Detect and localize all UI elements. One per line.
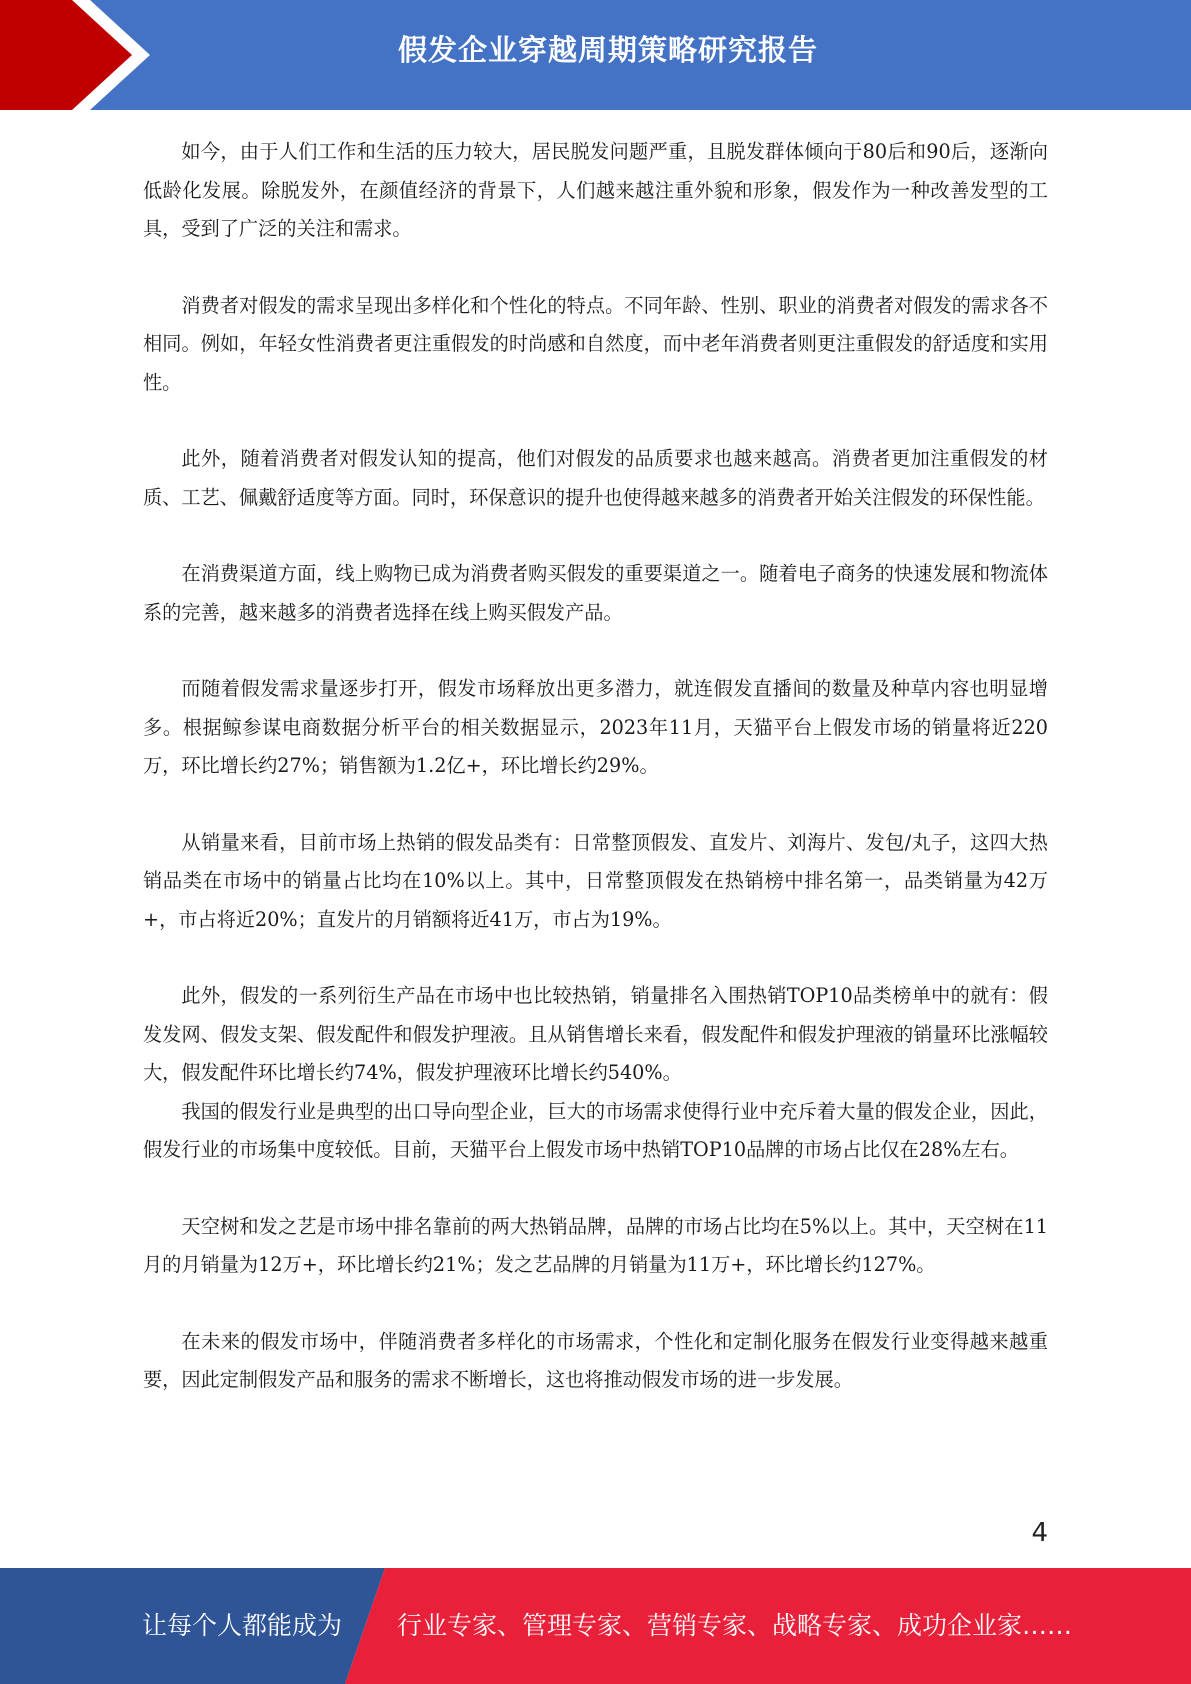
paragraph: 我国的假发行业是典型的出口导向型企业，巨大的市场需求使得行业中充斥着大量的假发企业，因此，假发行业的市场集中度较低。目前，天猫平台上假发市场中热销TOP10品牌的市场占比仅在28%左右。 [143, 1099, 1048, 1161]
article-body [143, 133, 1048, 1400]
paragraph: 在未来的假发市场中，伴随消费者多样化的市场需求，个性化和定制化服务在假发行业变得越来越重要，因此定制假发产品和服务的需求不断增长，这也将推动假发市场的进一步发展。 [143, 1329, 1048, 1391]
paragraph: 天空树和发之艺是市场中排名靠前的两大热销品牌，品牌的市场占比均在5%以上。其中，天空树在11月的月销量为12万+，环比增长约21%；发之艺品牌的月销量为11万+，环比增长约127%。 [143, 1214, 1048, 1276]
paragraph: 在消费渠道方面，线上购物已成为消费者购买假发的重要渠道之一。随着电子商务的快速发展和物流体系的完善，越来越多的消费者选择在线上购买假发产品。 [143, 562, 1048, 624]
paragraph: 此外，随着消费者对假发认知的提高，他们对假发的品质要求也越来越高。消费者更加注重假发的材质、工艺、佩戴舒适度等方面。同时，环保意识的提升也使得越来越多的消费者开始关注假发的环保性能。 [143, 447, 1048, 509]
paragraph: 如今，由于人们工作和生活的压力较大，居民脱发问题严重，且脱发群体倾向于80后和90后，逐渐向低龄化发展。除脱发外，在颜值经济的背景下，人们越来越注重外貌和形象，假发作为一种改善发型的工具，受到了广泛的关注和需求。 [143, 140, 1048, 240]
page-number: 4 [1031, 1518, 1048, 1548]
footer-slogan-right: 行业专家、管理专家、营销专家、战略专家、成功企业家…… [397, 1611, 1073, 1640]
report-title: 假发企业穿越周期策略研究报告 [397, 33, 818, 67]
paragraph: 消费者对假发的需求呈现出多样化和个性化的特点。不同年龄、性别、职业的消费者对假发的需求各不相同。例如，年轻女性消费者更注重假发的时尚感和自然度，而中老年消费者则更注重假发的舒适度和实用性。 [143, 293, 1048, 394]
header-band [0, 0, 1191, 110]
footer-slogan-left: 让每个人都能成为 [142, 1611, 343, 1640]
paragraph: 从销量来看，目前市场上热销的假发品类有：日常整顶假发、直发片、刘海片、发包/丸子，这四大热销品类在市场中的销量占比均在10%以上。其中，日常整顶假发在热销榜中排名第一，品类销量为42万+，市占将近20%；直发片的月销额将近41万，市占为19%。 [143, 830, 1048, 931]
footer-band [0, 1568, 1191, 1684]
paragraph: 而随着假发需求量逐步打开，假发市场释放出更多潜力，就连假发直播间的数量及种草内容也明显增多。根据鲸参谋电商数据分析平台的相关数据显示，2023年11月，天猫平台上假发市场的销量将近220万，环比增长约27%；销售额为1.2亿+，环比增长约29%。 [143, 677, 1048, 777]
paragraph: 此外，假发的一系列衍生产品在市场中也比较热销，销量排名入围热销TOP10品类榜单中的就有：假发发网、假发支架、假发配件和假发护理液。且从销售增长来看，假发配件和假发护理液的销量环比涨幅较大，假发配件环比增长约74%，假发护理液环比增长约540%。 [143, 984, 1048, 1084]
